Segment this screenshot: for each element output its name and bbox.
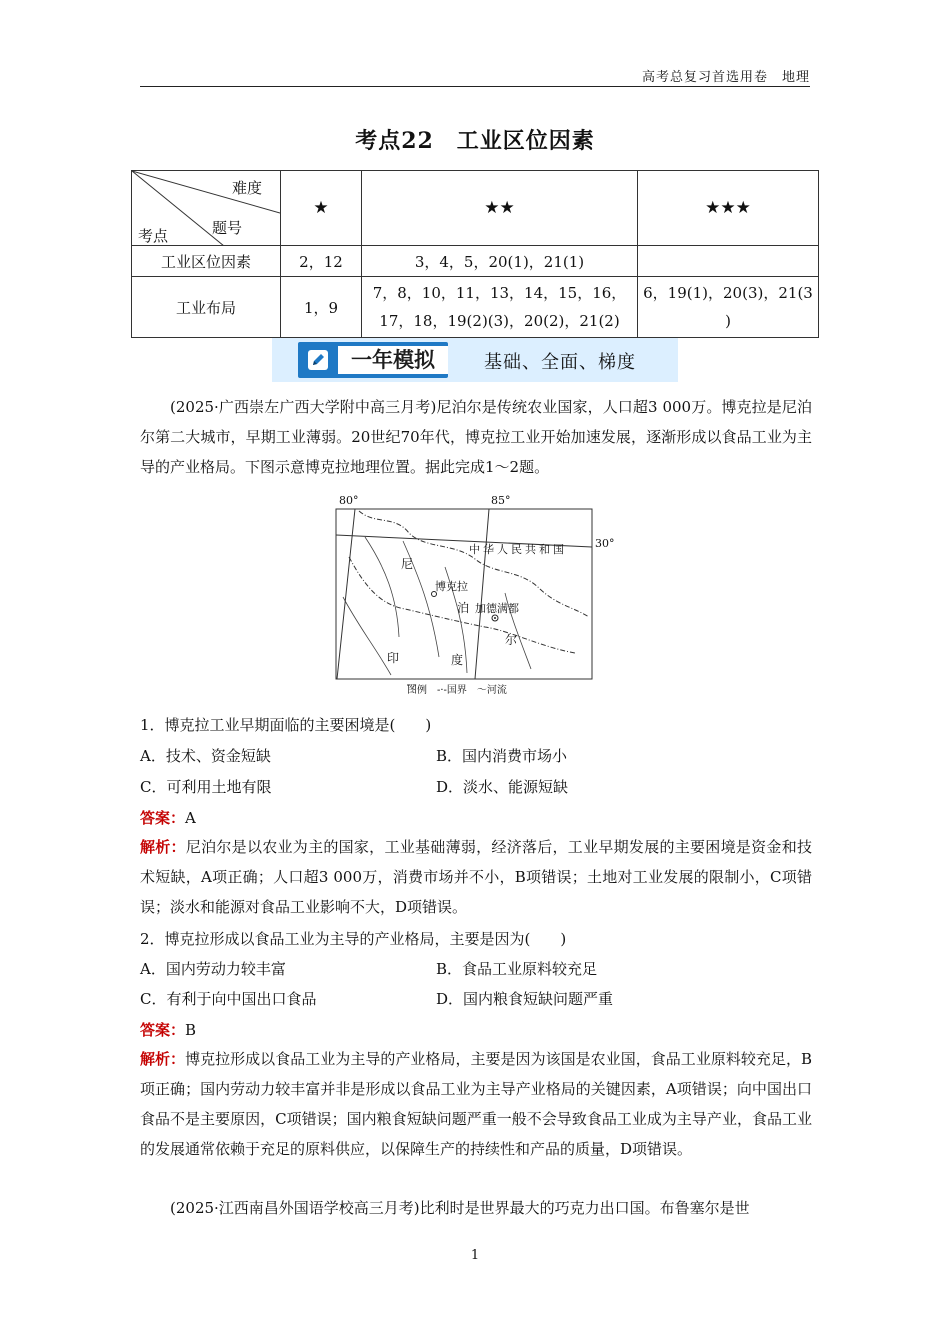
answer-label: 答案： bbox=[140, 1021, 186, 1039]
page-number: 1 bbox=[470, 1248, 480, 1263]
corner-label-question-no: 题号 bbox=[211, 219, 242, 237]
header-two-star: ★★ bbox=[362, 171, 638, 246]
header-one-star: ★ bbox=[281, 171, 362, 246]
next-paragraph: (2025·江西南昌外国语学校高三月考)比利时是世界最大的巧克力出口国。布鲁塞尔是世 bbox=[170, 1199, 750, 1217]
analysis-label: 解析： bbox=[140, 1050, 186, 1068]
pokhara-label: 博克拉 bbox=[435, 580, 468, 593]
answer-value: A bbox=[185, 809, 196, 827]
row-two-star: 3，4，5，20(1)，21(1) bbox=[362, 246, 638, 277]
nepal-label-ni: 尼 bbox=[401, 557, 414, 571]
table-row bbox=[132, 246, 819, 277]
row-topic: 工业区位因素 bbox=[132, 246, 281, 277]
row-three-star bbox=[638, 246, 819, 277]
row-topic: 工业布局 bbox=[132, 277, 281, 338]
q2-option-b: B．食品工业原料较充足 bbox=[436, 960, 598, 978]
nepal-map-figure bbox=[335, 497, 593, 695]
intro-paragraph: (2025·广西崇左广西大学附中高三月考)尼泊尔是传统农业国家，人口超3 000万。博克拉是尼泊尔第二大城市，早期工业薄弱。20世纪70年代，博克拉工业开始加速发展，逐渐形成以食品工业为主导的产业格局。下图示意博克拉地理位置。据此完成1～2题。 bbox=[140, 398, 812, 476]
table-row bbox=[132, 277, 819, 338]
india-label-du: 度 bbox=[451, 653, 464, 667]
nepal-label-bo: 泊 bbox=[457, 601, 470, 615]
q2-option-c: C．有利于向中国出口食品 bbox=[140, 990, 317, 1008]
q2-answer bbox=[140, 1019, 196, 1040]
header-rule bbox=[140, 86, 810, 87]
difficulty-table bbox=[131, 170, 819, 338]
row-one-star: 2，12 bbox=[281, 246, 362, 277]
cell-line: ) bbox=[725, 312, 731, 330]
table-corner-cell bbox=[132, 171, 281, 246]
cell-line: 7，8，10，11，13，14，15，16， bbox=[372, 284, 627, 302]
cell-line: 6，19(1)，20(3)，21(3 bbox=[643, 284, 813, 302]
answer-value: B bbox=[185, 1021, 197, 1039]
q2-analysis bbox=[140, 1044, 812, 1164]
cell-line: 17，18，19(2)(3)，20(2)，21(2) bbox=[379, 312, 620, 330]
q1-option-b: B．国内消费市场小 bbox=[436, 747, 568, 765]
q1-stem: 1．博克拉工业早期面临的主要困境是( ) bbox=[140, 716, 432, 734]
q1-option-a: A．技术、资金短缺 bbox=[140, 747, 271, 765]
analysis-text: 博克拉形成以食品工业为主导的产业格局，主要是因为该国是农业国，食品工业原料较充足，B项正确；国内劳动力较丰富并非是形成以食品工业为主导产业格局的关键因素，A项错误；向中国出口食品不是主要原因，C项错误；国内粮食短缺问题严重一般不会导致食品工业成为主导产业，食品工业的发展通常依赖于充足的原料供应，以保障生产的持续性和产品的质量，D项错误。 bbox=[140, 1050, 812, 1158]
section-banner bbox=[272, 338, 678, 382]
q1-analysis bbox=[140, 832, 812, 922]
q1-option-d: D．淡水、能源短缺 bbox=[436, 778, 569, 796]
header-three-star: ★★★ bbox=[638, 171, 819, 246]
q2-option-a: A．国内劳动力较丰富 bbox=[140, 960, 286, 978]
banner-tab bbox=[298, 342, 448, 378]
page-title: 考点22 工业区位因素 bbox=[355, 128, 595, 154]
india-label-yin: 印 bbox=[387, 651, 400, 665]
q1-option-c: C．可利用土地有限 bbox=[140, 778, 272, 796]
longitude-80-label: 80° bbox=[339, 494, 359, 507]
china-label: 中华人民共和国 bbox=[469, 543, 567, 556]
banner-tab-label: 一年模拟 bbox=[338, 346, 448, 374]
row-one-star: 1，9 bbox=[281, 277, 362, 338]
analysis-text: 尼泊尔是以农业为主的国家，工业基础薄弱，经济落后，工业早期发展的主要困境是资金和技术短缺，A项正确；人口超3 000万，消费市场并不小，B项错误；土地对工业发展的限制小，C项错误；淡水和能源对食品工业影响不大，D项错误。 bbox=[140, 838, 812, 916]
q2-option-d: D．国内粮食短缺问题严重 bbox=[436, 990, 614, 1008]
latitude-30-label: 30° bbox=[595, 537, 615, 550]
corner-label-topic: 考点 bbox=[138, 227, 169, 245]
header-running-title: 高考总复习首选用卷 地理 bbox=[641, 70, 810, 85]
answer-label: 答案： bbox=[140, 809, 186, 827]
analysis-label: 解析： bbox=[140, 838, 186, 856]
row-two-star bbox=[362, 277, 638, 338]
q2-stem: 2．博克拉形成以食品工业为主导的产业格局，主要是因为( ) bbox=[140, 930, 567, 948]
map-legend: 图例 -·-国界 ～河流 bbox=[407, 685, 507, 696]
location-map bbox=[335, 494, 615, 696]
kathmandu-label: 加德满都 bbox=[475, 602, 519, 615]
pencil-icon bbox=[306, 348, 330, 372]
nepal-label-er: 尔 bbox=[505, 633, 518, 647]
row-three-star bbox=[638, 277, 819, 338]
banner-subtitle: 基础、全面、梯度 bbox=[484, 352, 636, 373]
longitude-85-label: 85° bbox=[491, 494, 511, 507]
corner-label-difficulty: 难度 bbox=[231, 179, 262, 197]
q1-answer bbox=[140, 807, 196, 828]
